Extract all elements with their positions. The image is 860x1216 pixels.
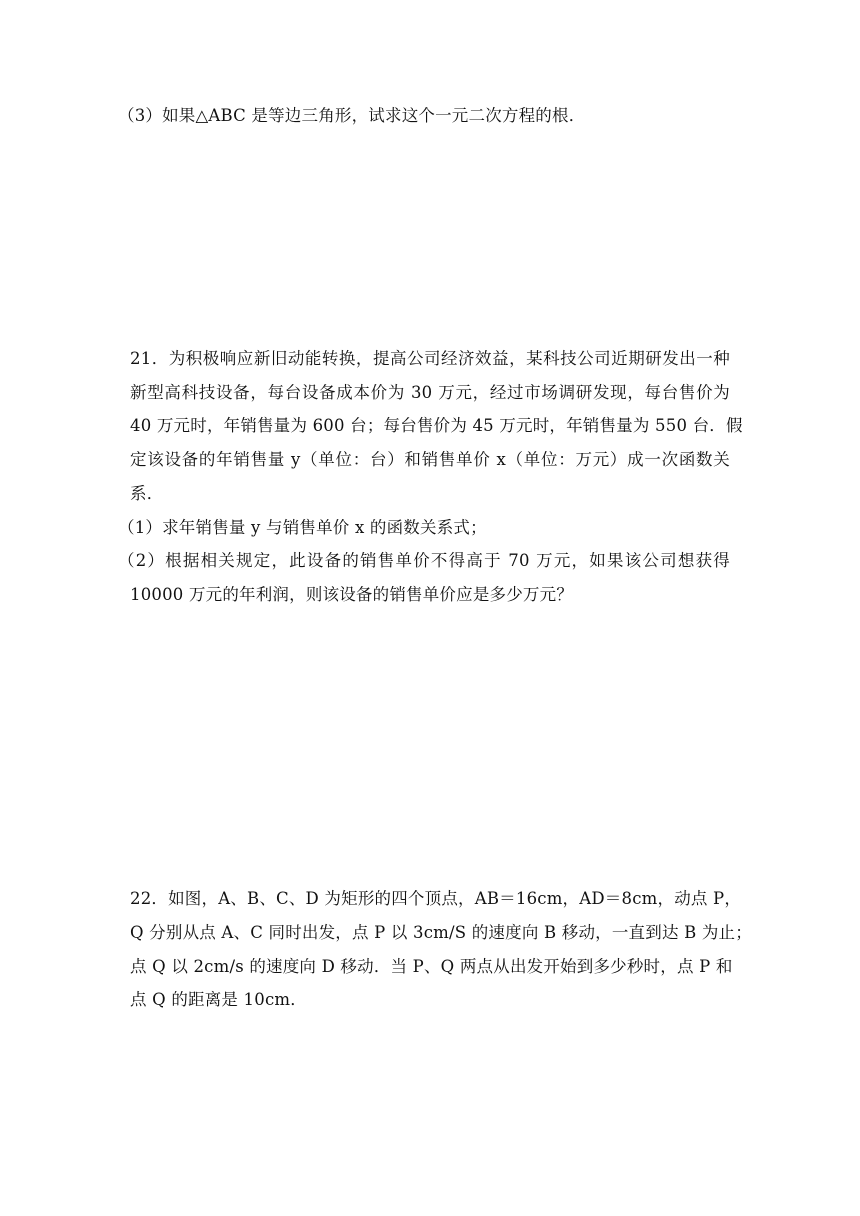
question-21-part-2-line-1: （2）根据相关规定，此设备的销售单价不得高于 70 万元，如果该公司想获得 bbox=[118, 551, 730, 570]
question-21-part-2-line-2: 10000 万元的年利润，则该设备的销售单价应是多少万元？ bbox=[130, 585, 574, 604]
question-21-line-4: 定该设备的年销售量 y（单位：台）和销售单价 x（单位：万元）成一次函数关 bbox=[130, 450, 730, 469]
question-22-line-1: 22．如图，A、B、C、D 为矩形的四个顶点，AB＝16cm，AD＝8cm，动点 P， bbox=[130, 889, 742, 908]
question-22-line-2: Q 分别从点 A、C 同时出发，点 P 以 3cm/S 的速度向 B 移动，一直到达 B 为止； bbox=[130, 923, 752, 942]
question-21-line-1: 21．为积极响应新旧动能转换，提高公司经济效益，某科技公司近期研发出一种 bbox=[130, 349, 730, 368]
question-21-line-5: 系． bbox=[130, 484, 164, 503]
question-22-line-4: 点 Q 的距离是 10cm． bbox=[130, 990, 307, 1009]
question-21-line-3: 40 万元时，年销售量为 600 台；每台售价为 45 万元时，年销售量为 550 台．假 bbox=[130, 416, 743, 435]
question-20-part-3: （3）如果△ABC 是等边三角形，试求这个一元二次方程的根． bbox=[118, 106, 586, 125]
question-21-line-2: 新型高科技设备，每台设备成本价为 30 万元，经过市场调研发现，每台售价为 bbox=[130, 383, 730, 402]
question-21-part-1: （1）求年销售量 y 与销售单价 x 的函数关系式； bbox=[118, 518, 487, 537]
question-22-line-3: 点 Q 以 2cm/s 的速度向 D 移动．当 P、Q 两点从出发开始到多少秒时，点 P 和 bbox=[130, 957, 733, 976]
